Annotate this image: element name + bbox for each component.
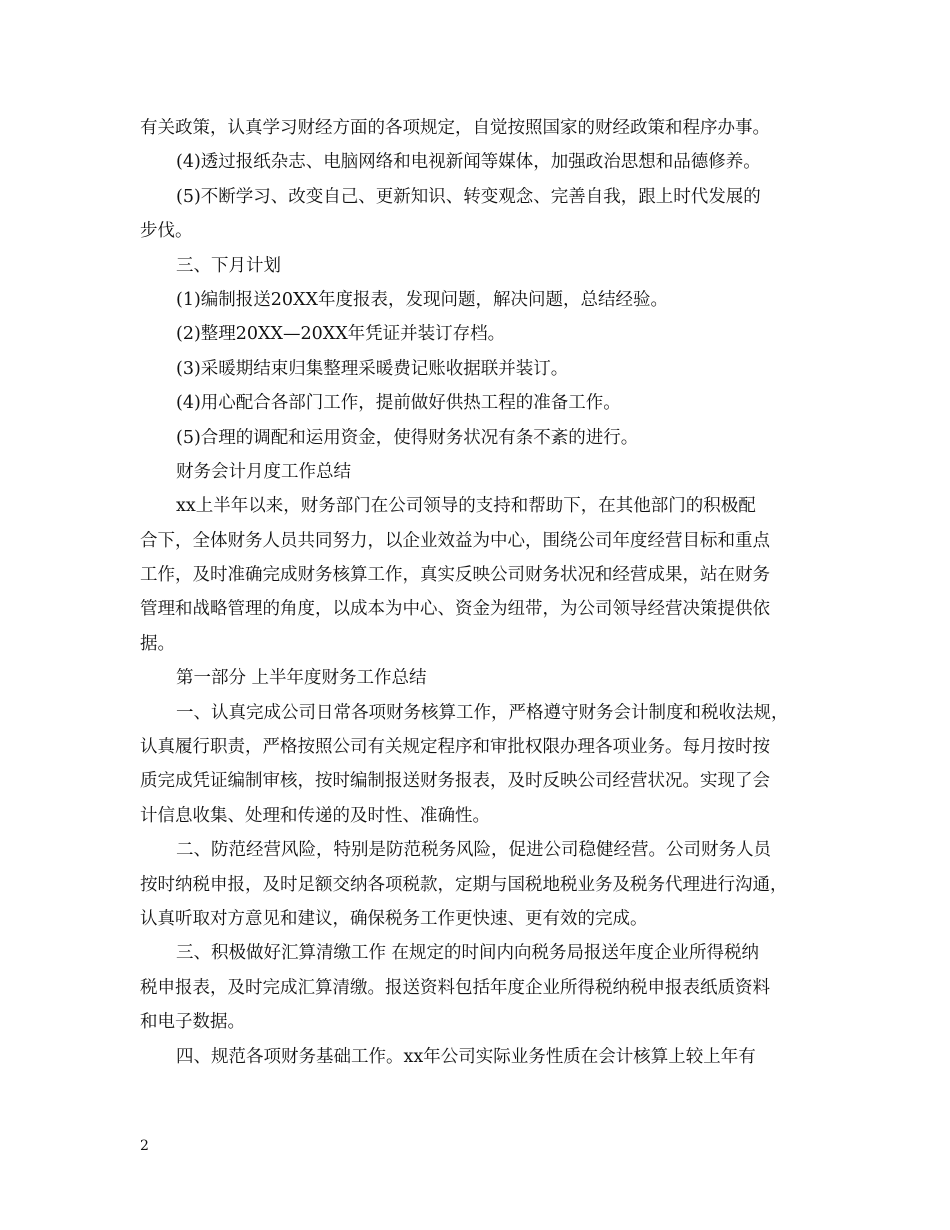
text-line: 认真听取对方意见和建议，确保税务工作更快速、更有效的完成。 [140, 908, 648, 929]
text-line: 步伐。 [140, 221, 193, 242]
text-line: 第一部分 上半年度财务工作总结 [176, 668, 427, 689]
text-line: 计信息收集、处理和传递的及时性、准确性。 [140, 805, 490, 826]
text-line: 三、积极做好汇算清缴工作 在规定的时间内向税务局报送年度企业所得税纳 [176, 943, 760, 964]
text-line: 质完成凭证编制审核，按时编制报送财务报表，及时反映公司经营状况。实现了会 [140, 771, 770, 792]
text-line: (5)不断学习、改变自己、更新知识、转变观念、完善自我，跟上时代发展的 [176, 186, 761, 207]
text-line: 工作，及时准确完成财务核算工作，真实反映公司财务状况和经营成果，站在财务 [140, 565, 770, 586]
text-line: 二、防范经营风险，特别是防范税务风险，促进公司稳健经营。公司财务人员 [176, 840, 771, 861]
text-line: 税申报表，及时完成汇算清缴。报送资料包括年度企业所得税纳税申报表纸质资料 [140, 977, 770, 998]
text-line: 据。 [140, 633, 175, 654]
text-line: 管理和战略管理的角度，以成本为中心、资金为纽带，为公司领导经营决策提供依 [140, 599, 770, 620]
text-line: 四、规范各项财务基础工作。xx年公司实际业务性质在会计核算上较上年有 [176, 1046, 756, 1067]
text-line: 和电子数据。 [140, 1012, 245, 1033]
page-number: 2 [140, 1138, 149, 1154]
text-line: 一、认真完成公司日常各项财务核算工作，严格遵守财务会计制度和税收法规， [176, 702, 789, 723]
text-line: (4)用心配合各部门工作，提前做好供热工程的准备工作。 [176, 393, 621, 414]
text-line: 三、下月计划 [176, 255, 281, 276]
text-line: 按时纳税申报，及时足额交纳各项税款，定期与国税地税业务及税务代理进行沟通， [140, 874, 788, 895]
text-line: 有关政策，认真学习财经方面的各项规定，自觉按照国家的财经政策和程序办事。 [140, 118, 770, 138]
document-body [140, 111, 820, 1074]
text-line: (5)合理的调配和运用资金，使得财务状况有条不紊的进行。 [176, 427, 639, 448]
text-line: 财务会计月度工作总结 [176, 461, 351, 482]
text-line: (3)采暖期结束归集整理采暖费记账收据联并装订。 [176, 358, 569, 379]
text-line: (1)编制报送20XX年度报表，发现问题，解决问题，总结经验。 [176, 289, 668, 310]
text-line: (2)整理20XX—20XX年凭证并装订存档。 [176, 324, 506, 345]
text-line: 认真履行职责，严格按照公司有关规定程序和审批权限办理各项业务。每月按时按 [140, 737, 770, 758]
text-line: (4)透过报纸杂志、电脑网络和电视新闻等媒体，加强政治思想和品德修养。 [176, 152, 761, 173]
text-line: xx上半年以来，财务部门在公司领导的支持和帮助下，在其他部门的积极配 [176, 496, 756, 517]
text-line: 合下，全体财务人员共同努力，以企业效益为中心，围绕公司年度经营目标和重点 [140, 530, 770, 551]
